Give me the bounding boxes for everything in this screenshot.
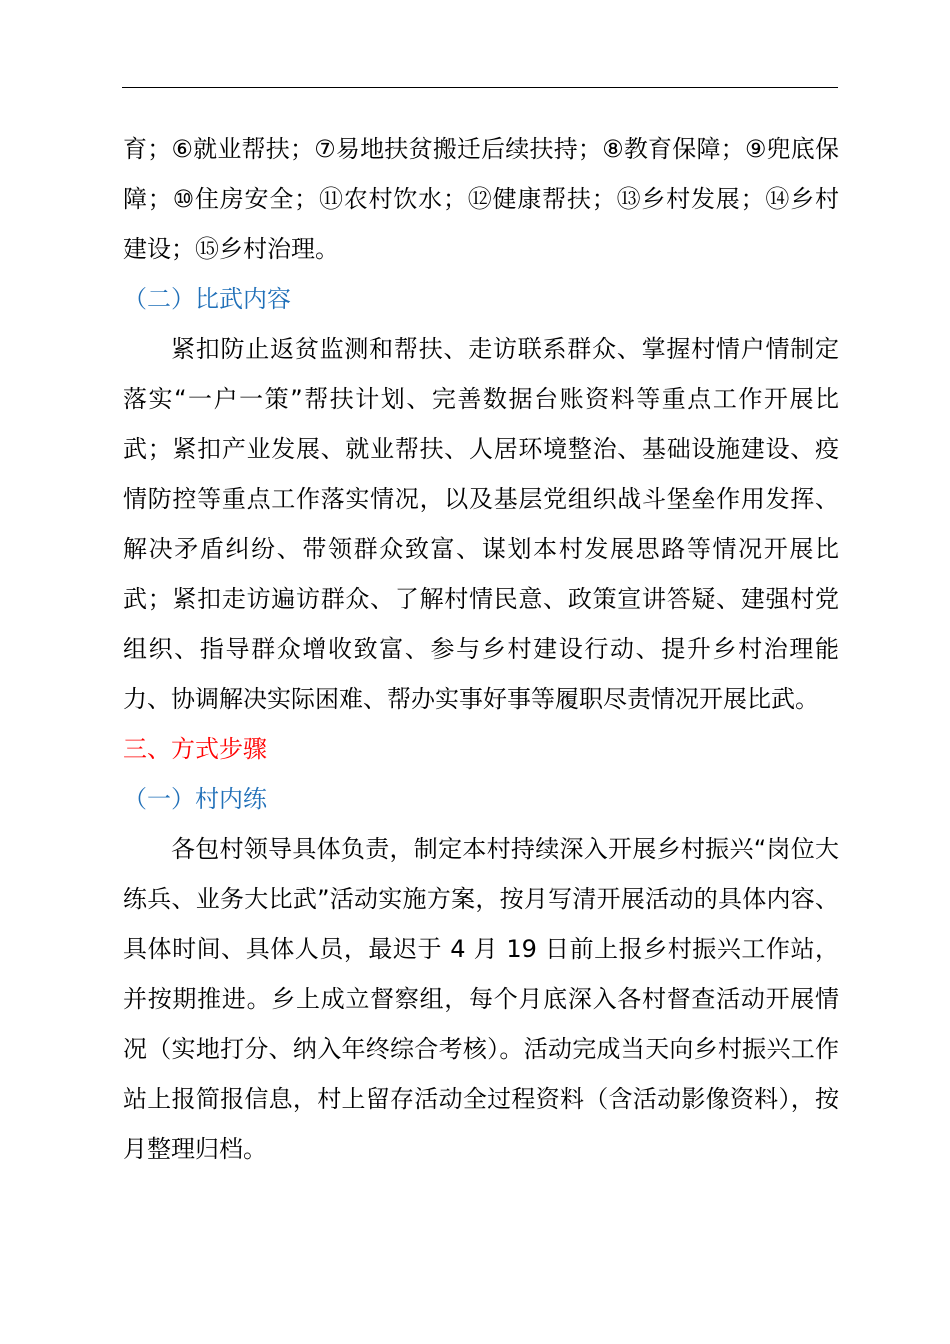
subheading-competition-content: （二）比武内容 bbox=[123, 285, 291, 313]
subheading-village-practice: （一）村内练 bbox=[123, 785, 267, 813]
header-rule bbox=[122, 87, 838, 88]
document-body bbox=[123, 124, 839, 1174]
paragraph-village-practice: 各包村领导具体负责，制定本村持续深入开展乡村振兴“岗位大练兵、业务大比武”活动实施方案，按月写清开展活动的具体内容、具体时间、具体人员，最迟于 4 月 19 日前上报乡村振兴工作站，并按期推进。乡上成立督察组，每个月底深入各村督查活动开展情况（实地打分、纳入年终综合考核）。活动完成当天向乡村振兴工作站上报简报信息，村上留存活动全过程资料（含活动影像资料），按月整理归档。 bbox=[123, 835, 839, 1163]
paragraph-continued-list: 育；⑥就业帮扶；⑦易地扶贫搬迁后续扶持；⑧教育保障；⑨兜底保障；⑩住房安全；⑪农村饮水；⑫健康帮扶；⑬乡村发展；⑭乡村建设；⑮乡村治理。 bbox=[123, 135, 839, 263]
section-heading-methods-steps: 三、方式步骤 bbox=[123, 735, 267, 763]
paragraph-competition-content: 紧扣防止返贫监测和帮扶、走访联系群众、掌握村情户情制定落实“一户一策”帮扶计划、完善数据台账资料等重点工作开展比武；紧扣产业发展、就业帮扶、人居环境整治、基础设施建设、疫情防控等重点工作落实情况，以及基层党组织战斗堡垒作用发挥、解决矛盾纠纷、带领群众致富、谋划本村发展思路等情况开展比武；紧扣走访遍访群众、了解村情民意、政策宣讲答疑、建强村党组织、指导群众增收致富、参与乡村建设行动、提升乡村治理能力、协调解决实际困难、帮办实事好事等履职尽责情况开展比武。 bbox=[123, 335, 839, 713]
